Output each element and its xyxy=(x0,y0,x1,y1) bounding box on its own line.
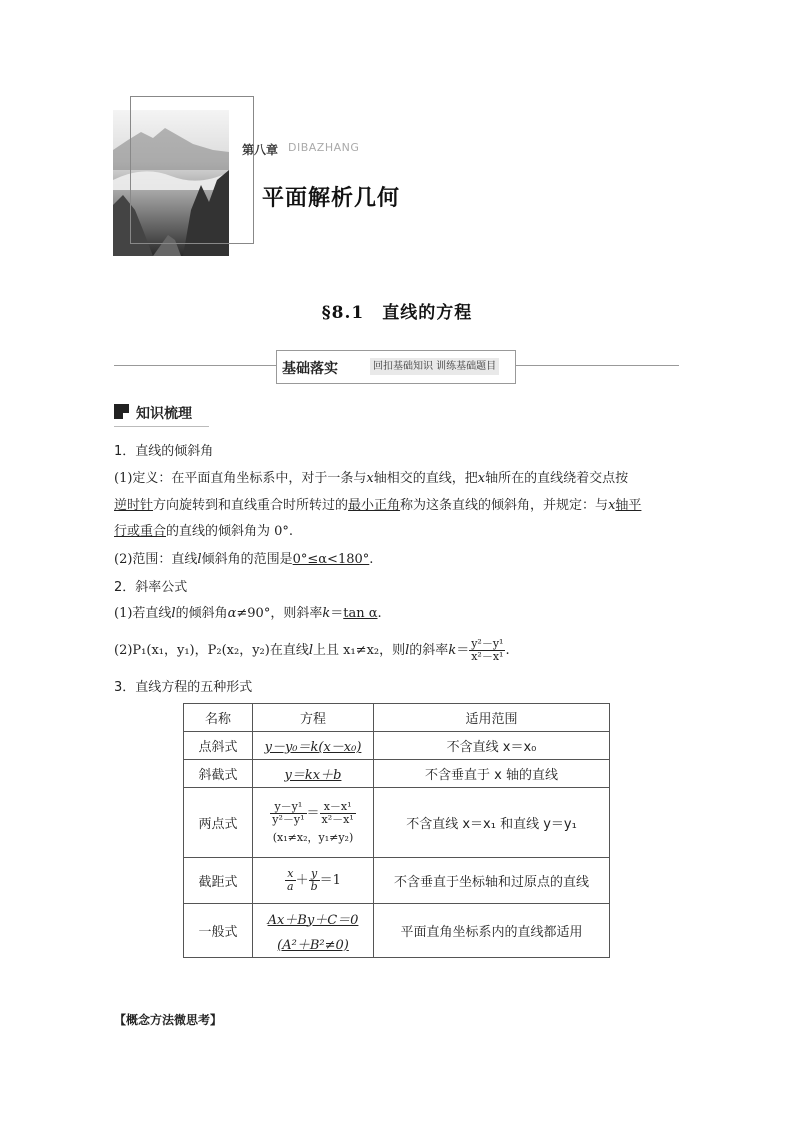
underlined-term: 行或重合 xyxy=(114,524,167,539)
numerator: y－y¹ xyxy=(270,801,306,814)
concept-thinking-heading: 【概念方法微思考】 xyxy=(114,1013,223,1027)
form-equation xyxy=(253,858,374,904)
form-name: 截距式 xyxy=(184,858,253,904)
banner-main-label: 基础落实 xyxy=(282,361,338,377)
underlined-range: 0°≤α<180° xyxy=(292,552,370,567)
table-row xyxy=(184,904,610,958)
fraction xyxy=(285,868,296,893)
text: (1)若直线 xyxy=(114,606,172,621)
table-header-row xyxy=(184,704,610,732)
numerator: y xyxy=(309,868,320,881)
condition-text: (A²＋B²≠0) xyxy=(277,937,349,953)
denominator: y²－y¹ xyxy=(272,812,305,826)
underlined-term: 逆时针 xyxy=(114,498,154,513)
section-title: §8.1 直线的方程 xyxy=(321,303,473,323)
knowledge-title: 知识梳理 xyxy=(136,406,192,422)
fraction xyxy=(309,868,320,893)
text: 的倾斜角 xyxy=(175,606,228,621)
equation-text: y＝kx＋b xyxy=(284,768,342,783)
fraction xyxy=(270,801,306,826)
var-l: l xyxy=(308,643,313,658)
var-x: x xyxy=(366,471,374,486)
text: ＝ xyxy=(306,805,320,821)
line-equation-forms-table xyxy=(183,703,610,958)
table-row xyxy=(184,732,610,760)
banner-rule-right xyxy=(514,365,679,366)
text: . xyxy=(505,643,510,658)
text: ＝ xyxy=(330,606,344,621)
text: ＝ xyxy=(456,643,470,658)
denominator: a xyxy=(287,880,294,893)
table-header: 名称 xyxy=(184,704,253,732)
chapter-label: 第八章 xyxy=(242,143,279,157)
table-header: 适用范围 xyxy=(374,704,610,732)
table-row xyxy=(184,788,610,858)
knowledge-title-rule xyxy=(114,426,209,427)
var-x: x xyxy=(477,471,486,486)
table-row xyxy=(184,760,610,788)
text: ＝1 xyxy=(319,873,341,888)
heading-1: 1．直线的倾斜角 xyxy=(114,444,214,459)
form-name: 一般式 xyxy=(184,904,253,958)
form-scope: 不含直线 x＝x₁ 和直线 y＝y₁ xyxy=(374,788,610,858)
denominator: b xyxy=(310,880,318,893)
chapter-pinyin: DIBAZHANG xyxy=(288,141,360,154)
definition-line-1 xyxy=(114,469,628,489)
form-name: 斜截式 xyxy=(184,760,253,788)
numerator: y²－y¹ xyxy=(471,637,504,650)
underlined-term: 最小正角 xyxy=(348,498,401,513)
square-bullet-icon xyxy=(114,404,129,419)
form-equation xyxy=(253,904,374,958)
banner-sub-label: 回扣基础知识 训练基础题目 xyxy=(370,358,499,375)
definition-line-3 xyxy=(114,522,293,542)
definition-line-2 xyxy=(114,496,641,516)
equation-text: y－y₀＝k(x－x₀) xyxy=(264,740,362,755)
var-l: l xyxy=(405,643,410,658)
var-x: x xyxy=(608,498,616,513)
text: 方向旋转到和直线重合时所转过的 xyxy=(153,498,349,513)
form-name: 点斜式 xyxy=(184,732,253,760)
chapter-title: 平面解析几何 xyxy=(262,186,401,211)
var-l: l xyxy=(171,606,176,621)
text: . xyxy=(377,606,382,621)
text: ≠90°，则斜率 xyxy=(236,606,323,621)
underlined-answer: tan α xyxy=(343,606,378,621)
text: 称为这条直线的倾斜角，并规定：与 xyxy=(400,498,609,513)
denominator: x²－x¹ xyxy=(471,650,504,663)
text: 的斜率 xyxy=(409,643,449,658)
text: 倾斜角的范围是 xyxy=(201,552,293,567)
text: 上且 x₁≠x₂，则 xyxy=(313,643,406,658)
banner-rule-left xyxy=(114,365,276,366)
table-header: 方程 xyxy=(253,704,374,732)
form-scope: 不含垂直于坐标轴和过原点的直线 xyxy=(374,858,610,904)
form-scope: 平面直角坐标系内的直线都适用 xyxy=(374,904,610,958)
fraction xyxy=(320,801,356,826)
form-equation xyxy=(253,788,374,858)
form-name: 两点式 xyxy=(184,788,253,858)
text: . xyxy=(369,552,374,567)
underlined-term: 轴平 xyxy=(615,498,642,513)
var-k: k xyxy=(322,606,331,621)
denominator: x²－x¹ xyxy=(321,812,354,826)
var-k: k xyxy=(448,643,457,658)
form-scope: 不含直线 x＝x₀ xyxy=(374,732,610,760)
var-l: l xyxy=(197,552,202,567)
equation-text: Ax＋By＋C＝0 xyxy=(267,912,359,928)
text: 的直线的倾斜角为 0°. xyxy=(166,524,294,539)
slope-line-1 xyxy=(114,604,382,624)
condition-text: (x₁≠x₂，y₁≠y₂) xyxy=(272,830,354,844)
heading-2: 2．斜率公式 xyxy=(114,580,188,595)
text: 轴所在的直线绕着交点按 xyxy=(485,471,629,486)
heading-3: 3．直线方程的五种形式 xyxy=(114,680,253,695)
text: (1)定义：在平面直角坐标系中，对于一条与 xyxy=(114,471,367,486)
chapter-frame xyxy=(130,96,254,244)
form-equation xyxy=(253,760,374,788)
slope-line-2 xyxy=(114,638,510,663)
form-scope: 不含垂直于 x 轴的直线 xyxy=(374,760,610,788)
numerator: x－x¹ xyxy=(320,801,356,814)
var-alpha: α xyxy=(227,606,237,621)
text: (2)P₁(x₁，y₁)，P₂(x₂，y₂)在直线 xyxy=(114,643,309,658)
table-row xyxy=(184,858,610,904)
numerator: x xyxy=(285,868,296,881)
slope-fraction xyxy=(469,638,505,663)
form-equation xyxy=(253,732,374,760)
text: 轴相交的直线，把 xyxy=(373,471,478,486)
range-line xyxy=(114,550,373,570)
text: (2)范围：直线 xyxy=(114,552,198,567)
text: ＋ xyxy=(295,873,309,888)
